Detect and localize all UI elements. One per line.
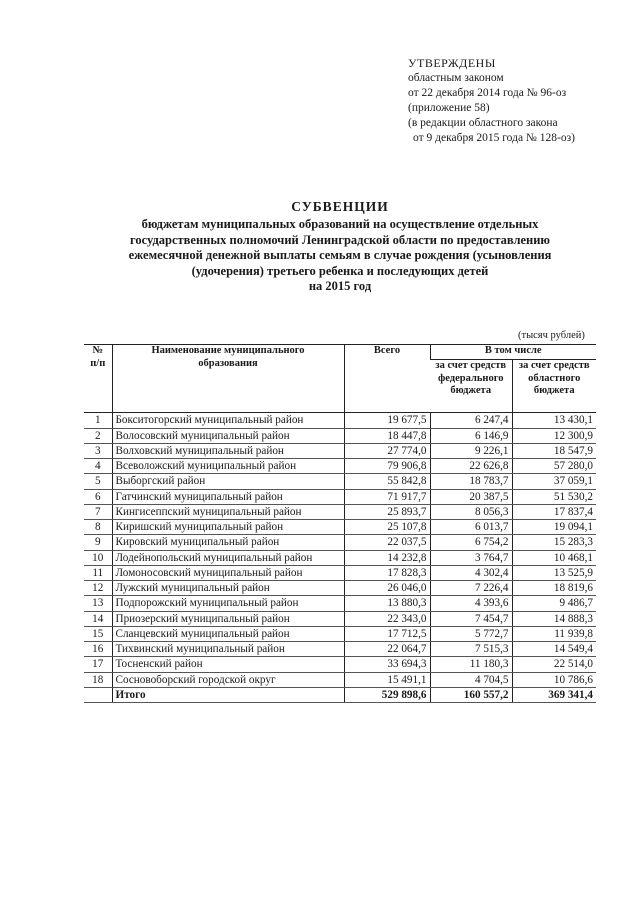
approval-line: областным законом (408, 72, 504, 84)
row-number: 18 (84, 672, 112, 687)
title-line: ежемесячной денежной выплаты семьям в случае рождения (усыновления (128, 248, 552, 262)
row-federal: 22 626,8 (430, 459, 512, 474)
row-number: 12 (84, 581, 112, 596)
table-row (84, 626, 596, 641)
row-regional: 15 283,3 (512, 535, 596, 550)
row-regional: 11 939,8 (512, 626, 596, 641)
table-row (84, 657, 596, 672)
table-row (84, 611, 596, 626)
row-name: Волховский муниципальный район (112, 443, 344, 458)
row-total: 22 064,7 (344, 642, 430, 657)
row-name: Приозерский муниципальный район (112, 611, 344, 626)
row-regional: 12 300,9 (512, 428, 596, 443)
row-number: 5 (84, 474, 112, 489)
row-total: 22 037,5 (344, 535, 430, 550)
row-number: 4 (84, 459, 112, 474)
approval-line: (в редакции областного закона (408, 117, 558, 129)
row-regional: 18 547,9 (512, 443, 596, 458)
title-line: на 2015 год (308, 279, 372, 293)
table-row (84, 413, 596, 428)
totals-federal: 160 557,2 (430, 687, 512, 702)
header-num: № п/п (84, 345, 112, 413)
row-total: 19 677,5 (344, 413, 430, 428)
row-federal: 18 783,7 (430, 474, 512, 489)
table-row (84, 459, 596, 474)
table-row (84, 520, 596, 535)
table-row (84, 443, 596, 458)
row-federal: 7 226,4 (430, 581, 512, 596)
row-number: 2 (84, 428, 112, 443)
header-group: В том числе (430, 345, 596, 360)
totals-regional: 369 341,4 (512, 687, 596, 702)
row-number: 16 (84, 642, 112, 657)
table-row (84, 565, 596, 580)
row-regional: 17 837,4 (512, 504, 596, 519)
row-name: Ломоносовский муниципальный район (112, 565, 344, 580)
row-total: 15 491,1 (344, 672, 430, 687)
row-number: 10 (84, 550, 112, 565)
row-name: Тихвинский муниципальный район (112, 642, 344, 657)
row-name: Гатчинский муниципальный район (112, 489, 344, 504)
table-row (84, 535, 596, 550)
row-name: Всеволожский муниципальный район (112, 459, 344, 474)
approval-title: УТВЕРЖДЕНЫ (408, 56, 496, 70)
row-federal: 6 247,4 (430, 413, 512, 428)
table-row (84, 672, 596, 687)
row-federal: 20 387,5 (430, 489, 512, 504)
row-total: 27 774,0 (344, 443, 430, 458)
row-federal: 4 704,5 (430, 672, 512, 687)
row-federal: 7 454,7 (430, 611, 512, 626)
table-row (84, 489, 596, 504)
title-line: государственных полномочий Ленинградской области по предоставлению (130, 232, 550, 247)
row-total: 33 694,3 (344, 657, 430, 672)
row-name: Лужский муниципальный район (112, 581, 344, 596)
row-total: 18 447,8 (344, 428, 430, 443)
row-federal: 3 764,7 (430, 550, 512, 565)
row-regional: 57 280,0 (512, 459, 596, 474)
row-total: 13 880,3 (344, 596, 430, 611)
table-row (84, 474, 596, 489)
row-regional: 13 430,1 (512, 413, 596, 428)
row-name: Сосновоборский городской округ (112, 672, 344, 687)
row-total: 22 343,0 (344, 611, 430, 626)
header-federal: за счет средств федерального бюджета (430, 360, 512, 413)
row-regional: 37 059,1 (512, 474, 596, 489)
row-total: 17 712,5 (344, 626, 430, 641)
row-number: 15 (84, 626, 112, 641)
row-federal: 6 754,2 (430, 535, 512, 550)
row-federal: 6 013,7 (430, 520, 512, 535)
row-number: 1 (84, 413, 112, 428)
row-regional: 51 530,2 (512, 489, 596, 504)
row-federal: 8 056,3 (430, 504, 512, 519)
row-number: 3 (84, 443, 112, 458)
row-name: Тосненский район (112, 657, 344, 672)
row-name: Кировский муниципальный район (112, 535, 344, 550)
totals-num (84, 687, 112, 702)
row-total: 26 046,0 (344, 581, 430, 596)
row-name: Бокситогорский муниципальный район (112, 413, 344, 428)
row-total: 71 917,7 (344, 489, 430, 504)
row-total: 14 232,8 (344, 550, 430, 565)
table-row (84, 581, 596, 596)
approval-line: (приложение 58) (408, 102, 490, 114)
row-number: 13 (84, 596, 112, 611)
row-federal: 4 302,4 (430, 565, 512, 580)
row-total: 17 828,3 (344, 565, 430, 580)
row-number: 17 (84, 657, 112, 672)
row-federal: 7 515,3 (430, 642, 512, 657)
row-name: Сланцевский муниципальный район (112, 626, 344, 641)
title-main: СУБВЕНЦИИ (291, 199, 389, 214)
approval-line: от 22 декабря 2014 года № 96-оз (408, 87, 567, 99)
row-federal: 6 146,9 (430, 428, 512, 443)
row-regional: 18 819,6 (512, 581, 596, 596)
row-total: 79 906,8 (344, 459, 430, 474)
row-number: 8 (84, 520, 112, 535)
row-number: 11 (84, 565, 112, 580)
row-name: Волосовский муниципальный район (112, 428, 344, 443)
row-regional: 13 525,9 (512, 565, 596, 580)
row-regional: 19 094,1 (512, 520, 596, 535)
totals-total: 529 898,6 (344, 687, 430, 702)
row-regional: 14 888,3 (512, 611, 596, 626)
table-row (84, 596, 596, 611)
row-name: Кингисеппский муниципальный район (112, 504, 344, 519)
table-row (84, 642, 596, 657)
row-number: 9 (84, 535, 112, 550)
row-federal: 11 180,3 (430, 657, 512, 672)
header-name: Наименование муниципального образования (112, 345, 344, 413)
approval-block (408, 56, 575, 146)
row-regional: 22 514,0 (512, 657, 596, 672)
row-regional: 10 786,6 (512, 672, 596, 687)
row-number: 7 (84, 504, 112, 519)
totals-row (84, 687, 596, 702)
totals-label: Итого (112, 687, 344, 702)
row-name: Выборгский район (112, 474, 344, 489)
document-title (60, 197, 620, 295)
table-row (84, 550, 596, 565)
title-line: (удочерения) третьего ребенка и последующих детей (191, 263, 489, 278)
table-body (84, 413, 596, 703)
row-total: 25 893,7 (344, 504, 430, 519)
row-regional: 9 486,7 (512, 596, 596, 611)
row-number: 14 (84, 611, 112, 626)
subsidy-table (84, 344, 596, 703)
row-name: Лодейнопольский муниципальный район (112, 550, 344, 565)
row-regional: 14 549,4 (512, 642, 596, 657)
header-regional: за счет средств областного бюджета (512, 360, 596, 413)
table-row (84, 504, 596, 519)
row-total: 25 107,8 (344, 520, 430, 535)
title-line: бюджетам муниципальных образований на осуществление отдельных (141, 217, 539, 231)
approval-line: от 9 декабря 2015 года № 128-оз) (413, 132, 575, 144)
row-name: Киришский муниципальный район (112, 520, 344, 535)
row-number: 6 (84, 489, 112, 504)
row-total: 55 842,8 (344, 474, 430, 489)
row-federal: 4 393,6 (430, 596, 512, 611)
header-total: Всего (344, 345, 430, 413)
row-name: Подпорожский муниципальный район (112, 596, 344, 611)
row-regional: 10 468,1 (512, 550, 596, 565)
row-federal: 5 772,7 (430, 626, 512, 641)
row-federal: 9 226,1 (430, 443, 512, 458)
table-row (84, 428, 596, 443)
units-label: (тысяч рублей) (518, 330, 585, 341)
